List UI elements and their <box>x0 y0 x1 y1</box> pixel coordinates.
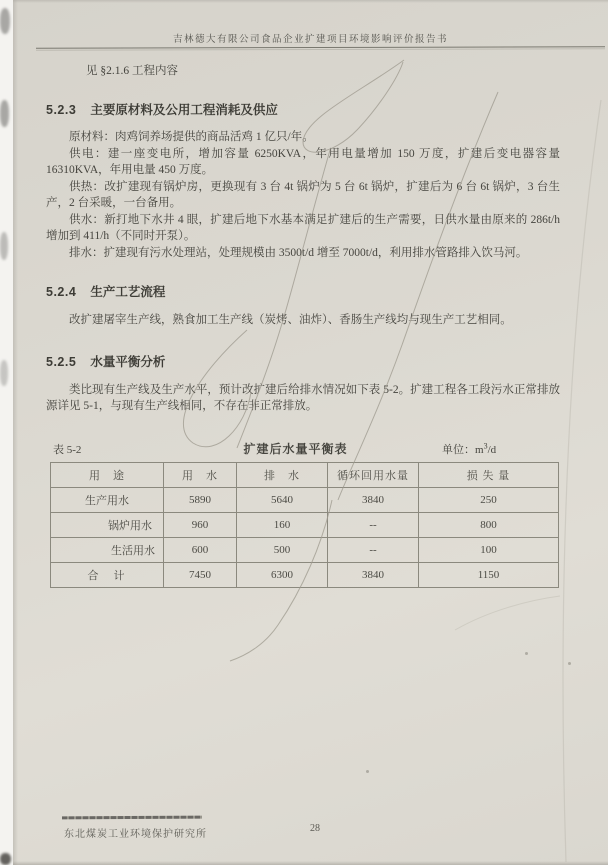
binding-mark <box>0 360 8 386</box>
column-header: 排 水 <box>237 462 328 487</box>
table-cell: -- <box>328 512 419 537</box>
footer-organization: 东北煤炭工业环境保护研究所 <box>64 829 207 840</box>
table-cell: 3840 <box>328 562 419 587</box>
page-content <box>46 57 560 588</box>
running-header-title: 吉林德大有限公司食品企业扩建项目环境影响评价报告书 <box>172 35 448 45</box>
section-number: 5.2.3 <box>46 103 77 117</box>
table-cell: 160 <box>237 512 328 537</box>
table-cell: 1150 <box>419 562 559 587</box>
row-label: 合 计 <box>51 562 164 587</box>
table-cell: 6300 <box>237 562 328 587</box>
section-number: 5.2.5 <box>46 354 77 369</box>
scan-speck <box>568 662 571 665</box>
table-row-total <box>51 562 559 587</box>
scan-speck <box>366 770 369 773</box>
section-title: 主要原材料及公用工程消耗及供应 <box>90 103 278 117</box>
column-header: 损 失 量 <box>419 462 559 487</box>
page-edge-shadow <box>13 0 18 865</box>
section-body <box>46 312 560 329</box>
row-label: 锅炉用水 <box>51 512 164 537</box>
table-unit <box>428 441 560 457</box>
section-title: 生产工艺流程 <box>90 285 166 299</box>
paragraph: 供水：新打地下水井 4 眼，扩建后地下水基本满足扩建后的生产需要，日供水量由原来的 286t/h 增加到 411/h（不同时开泵）。 <box>46 213 560 242</box>
unit-prefix: 单位：m <box>442 443 484 456</box>
scan-top-shade <box>13 0 608 3</box>
section-title: 水量平衡分析 <box>90 354 166 369</box>
table-header-row <box>51 462 559 487</box>
table-caption-row <box>46 440 560 457</box>
paragraph: 类比现有生产线及生产水平，预计改扩建后给排水情况如下表 5-2。扩建工程各工段污水正常排放源详见 5-1，与现有生产线相同，不存在非正常排放。 <box>46 383 560 412</box>
binding-mark <box>0 853 11 865</box>
column-header: 循环回用水量 <box>328 462 419 487</box>
table-row <box>51 537 559 562</box>
column-header: 用 途 <box>51 462 164 487</box>
page-number: 28 <box>310 823 320 834</box>
table-cell: 250 <box>419 487 559 512</box>
table-cell: -- <box>328 537 419 562</box>
binding-mark <box>0 232 8 260</box>
table-label: 表 5-2 <box>53 443 82 456</box>
column-header: 用 水 <box>164 462 237 487</box>
table-cell: 100 <box>419 537 559 562</box>
table-cell: 7450 <box>164 562 237 587</box>
section-body <box>46 382 560 415</box>
scanner-left-strip <box>0 0 13 865</box>
row-label: 生产用水 <box>51 487 164 512</box>
row-label: 生活用水 <box>51 537 164 562</box>
section-5-2-5 <box>46 352 560 415</box>
binding-mark <box>0 8 10 34</box>
table-title: 扩建后水量平衡表 <box>243 441 348 456</box>
table-row <box>51 487 559 512</box>
table-row <box>51 512 559 537</box>
paragraph: 排水：扩建现有污水处理站，处理规模由 3500t/d 增至 7000t/d，利用排水管路排入饮马河。 <box>69 246 528 259</box>
paragraph: 供热：改扩建现有锅炉房，更换现有 3 台 4t 锅炉为 5 台 6t 锅炉，扩建后为 6 台 6t 锅炉，3 台生产，2 台采暖，一台备用。 <box>46 180 560 209</box>
section-number: 5.2.4 <box>46 285 77 299</box>
table-cell: 800 <box>419 512 559 537</box>
table-cell: 5640 <box>237 487 328 512</box>
table-cell: 3840 <box>328 487 419 512</box>
section-body <box>46 129 560 261</box>
section-heading <box>46 282 560 300</box>
scan-speck <box>525 652 528 655</box>
table-cell: 5890 <box>164 487 237 512</box>
paragraph: 原材料：肉鸡饲养场提供的商品活鸡 1 亿只/年。 <box>69 131 314 143</box>
table-cell: 960 <box>164 512 237 537</box>
unit-superscript: 3 <box>483 440 488 450</box>
table-cell: 500 <box>237 537 328 562</box>
unit-suffix: /d <box>487 443 497 456</box>
water-balance-table <box>50 462 559 588</box>
section-5-2-4 <box>46 282 560 329</box>
binding-mark <box>0 100 9 127</box>
paragraph: 供电：建一座变电所，增加容量 6250KVA，年用电量增加 150 万度，扩建后变电器容量 16310KVA，年用电量 450 万度。 <box>46 147 560 176</box>
section-heading <box>46 100 560 118</box>
table-cell: 600 <box>164 537 237 562</box>
scan-bottom-shade <box>13 861 608 865</box>
see-reference: 见 §2.1.6 工程内容 <box>86 65 178 77</box>
paragraph: 改扩建屠宰生产线，熟食加工生产线（炭烤、油炸）、香肠生产线均与现生产工艺相同。 <box>69 314 512 326</box>
section-5-2-3 <box>46 100 560 261</box>
section-heading <box>46 352 560 370</box>
